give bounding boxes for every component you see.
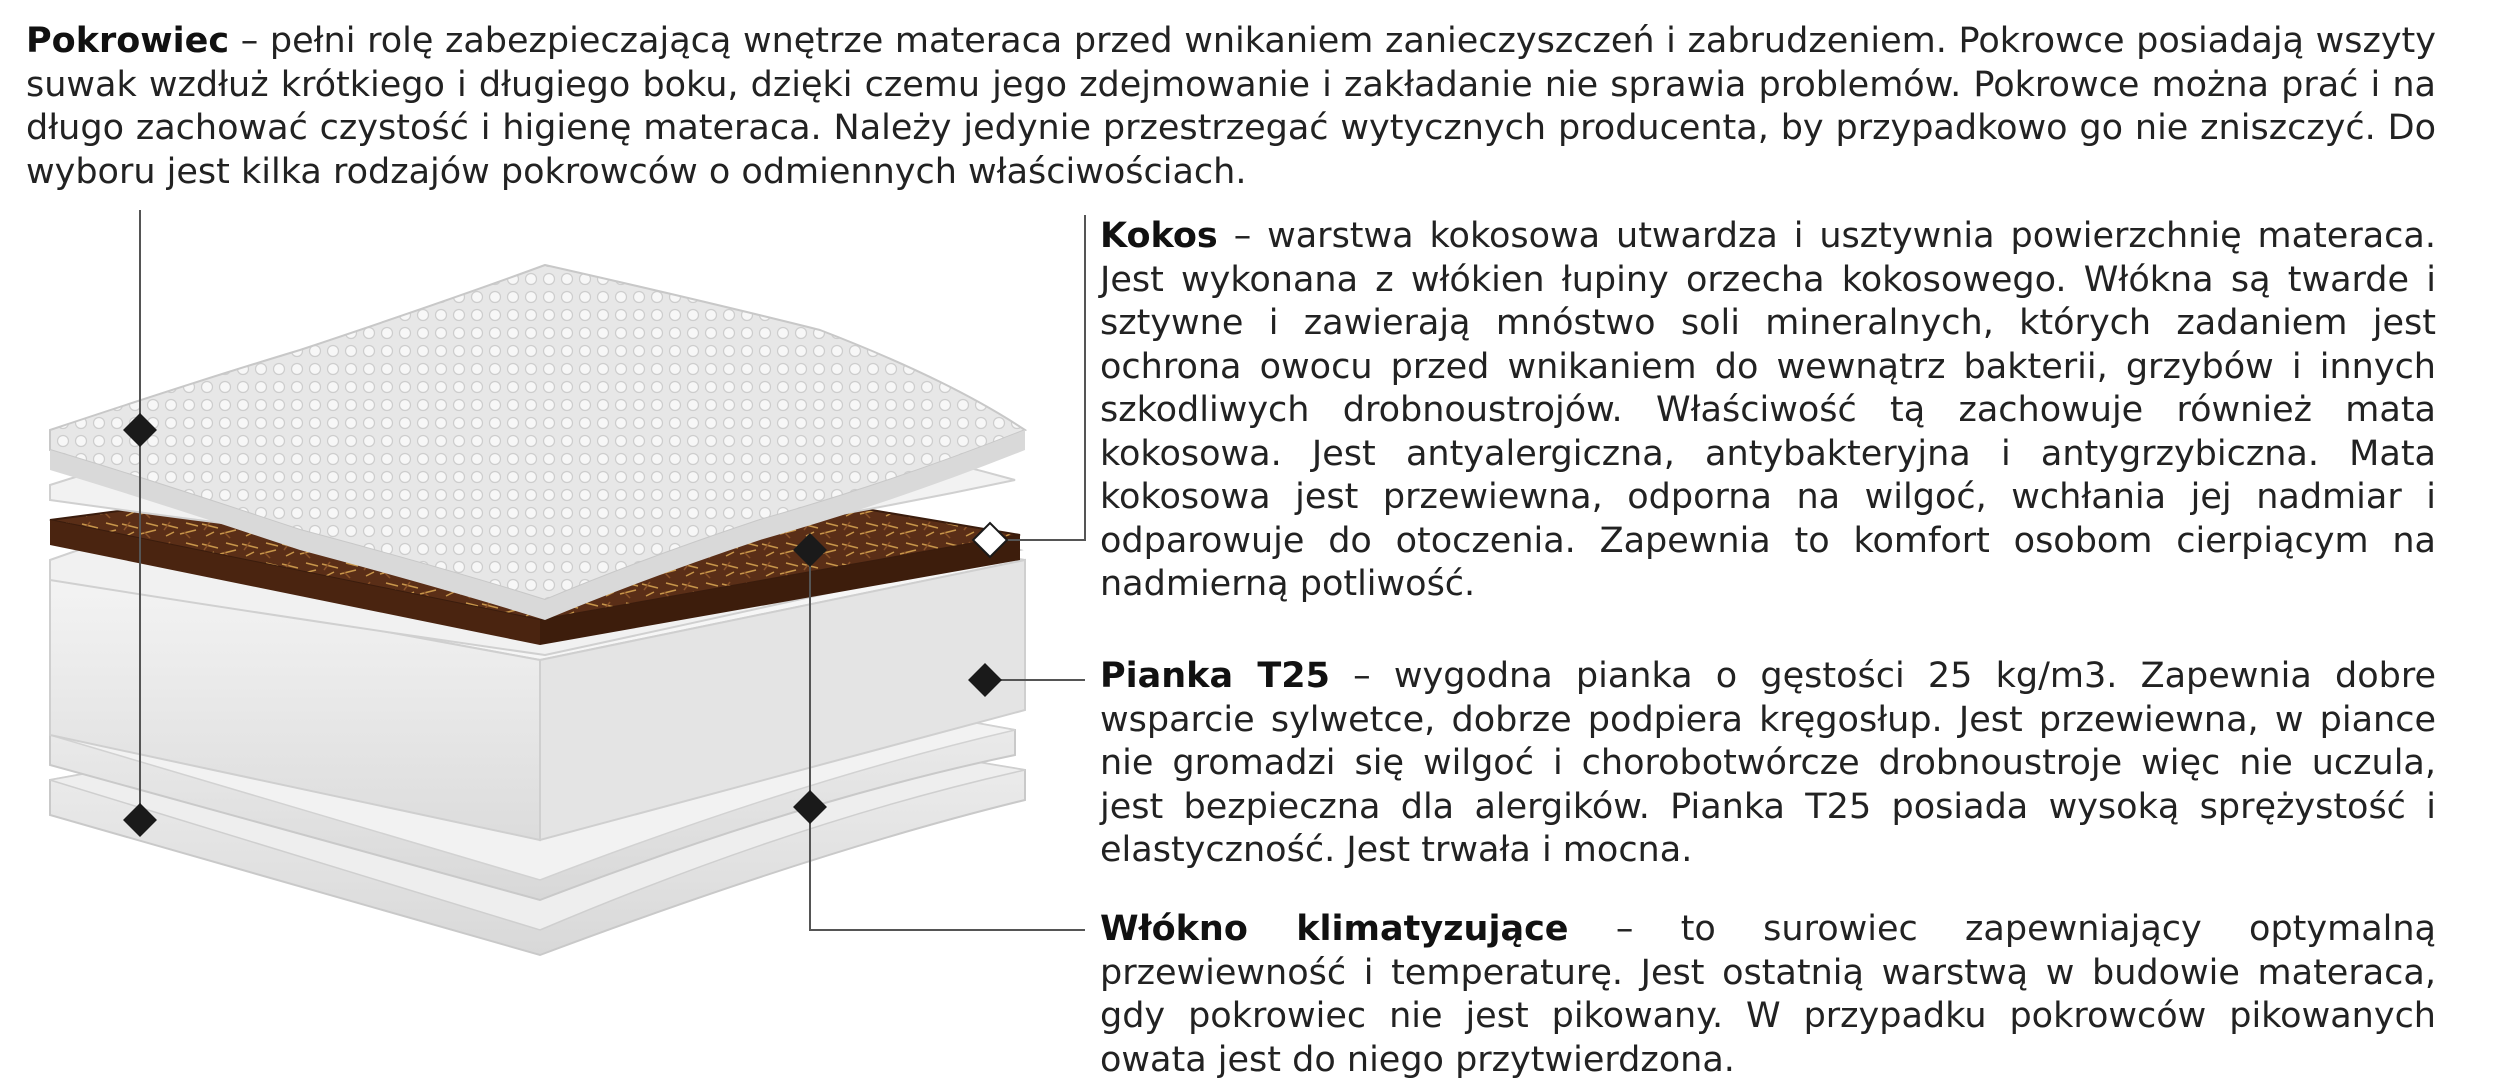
- pianka-description: [1100, 655, 2436, 873]
- leader-line-kokos: [990, 215, 1085, 540]
- kokos-text: – warstwa kokosowa utwardza i usztywnia powierzchnię materaca. Jest wykonana z włókien łupiny orzecha kokosowego. Włókna są twarde i sztywne i zawierają mnóstwo soli mineralnych, których zadaniem jest ochrona owocu przed wnikaniem do wewnątrz bakterii, grzybów i innych szkodliwych drobnoustrojów. Właściwość tą zachowuje również mata kokosowa. Jest antyalergiczna, antybakteryjna i antygrzybiczna. Mata kokosowa jest przewiewna, odporna na wilgoć, wchłania jej nadmiar i odparowuje do otoczenia. Zapewnia to komfort osobom cierpiącym na nadmierną potliwość.: [1100, 216, 2436, 604]
- intro-cover-description: [26, 20, 2436, 194]
- wlokno-text: – to surowiec zapewniający optymalną przewiewność i temperaturę. Jest ostatnią warstwą w budowie materaca, gdy pokrowiec nie jest pikowany. W przypadku pokrowców pikowanych owata jest do niego przytwierdzona.: [1100, 909, 2437, 1080]
- cover-text: – pełni rolę zabezpieczającą wnętrze materaca przed wnikaniem zanieczyszczeń i zabrudzeniem. Pokrowce posiadają wszyty suwak wzdłuż krótkiego i długiego boku, dzięki czemu jego zdejmowanie i zakładanie nie sprawia problemów. Pokrowce można prać i na długo zachować czystość i higienę materaca. Należy jedynie przestrzegać wytycznych producenta, by przypadkowo go nie zniszczyć. Do wyboru jest kilka rodzajów pokrowców o odmiennych właściwościach.: [26, 21, 2436, 192]
- kokos-term: Kokos: [1100, 216, 1218, 256]
- pianka-text: – wygodna pianka o gęstości 25 kg/m3. Zapewnia dobre wsparcie sylwetce, dobrze podpiera kręgosłup. Jest przewiewna, w piance nie gromadzi się wilgoć i chorobotwórcze drobnoustroje więc nie uczula, jest bezpieczna dla alergików. Pianka T25 posiada wysoką sprężystość i elastyczność. Jest trwała i mocna.: [1100, 656, 2436, 870]
- cover-term: Pokrowiec: [26, 21, 230, 61]
- pianka-term: Pianka T25: [1100, 656, 1330, 696]
- wlokno-term: Włókno klimatyzujące: [1100, 909, 1569, 949]
- kokos-description: [1100, 215, 2436, 607]
- wlokno-description: [1100, 908, 2436, 1082]
